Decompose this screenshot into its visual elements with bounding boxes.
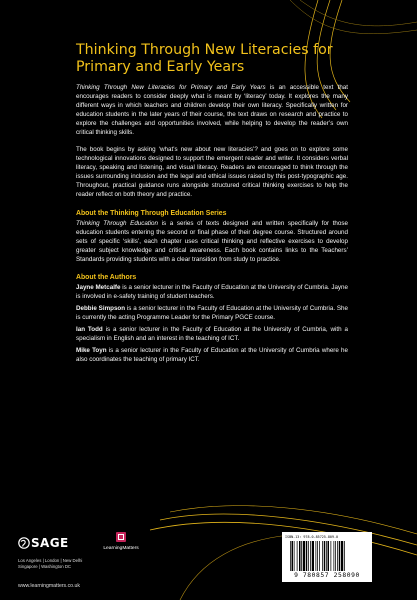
publisher-cities bbox=[18, 558, 108, 569]
barcode-bar bbox=[344, 541, 345, 571]
barcode-bar bbox=[292, 541, 294, 571]
blurb-paragraph-2: The book begins by asking ‘what’s new about new literacies’? and goes on to explore some technological innovations designed to support the emergent reader and writer. It considers verbal literacy, speaking and listening, and visual literacy. Readers are encouraged to think through the issues surrounding inclusion and the legal and ethical issues raised by this post-typographic age. Throughout, practical guidance runs alongside structured critical thinking exercises to help the reader reflect on both theory and practice. bbox=[76, 146, 348, 198]
back-cover-text bbox=[76, 84, 348, 365]
barcode-bar bbox=[322, 541, 323, 571]
isbn-label: ISBN-13: 978-0-85725-809-0 bbox=[285, 535, 339, 539]
author-bio: is a senior lecturer in the Faculty of Education at the University of Cumbria. She is currently the acting Programme Leader for the Primary PGCE course. bbox=[76, 305, 348, 322]
imprint-name: LearningMatters bbox=[103, 546, 139, 551]
learningmatters-logo bbox=[100, 532, 142, 551]
author-name: Mike Toyn bbox=[76, 346, 107, 354]
series-heading: About the Thinking Through Education Series bbox=[76, 209, 227, 217]
sage-swirl-icon bbox=[18, 537, 30, 549]
barcode-bar bbox=[301, 541, 302, 571]
barcode-bar bbox=[337, 541, 338, 571]
barcode-number: 9 780857 258090 bbox=[294, 572, 360, 579]
blurb-paragraph-1 bbox=[76, 84, 348, 137]
barcode-bar bbox=[316, 541, 317, 571]
barcode-bar bbox=[335, 541, 336, 571]
barcode-bar bbox=[328, 541, 330, 571]
learningmatters-mark-icon bbox=[116, 532, 126, 542]
barcode-bar bbox=[341, 541, 343, 571]
barcode-bar bbox=[339, 541, 341, 571]
sage-wordmark: SAGE bbox=[31, 536, 69, 550]
barcode-bar bbox=[324, 541, 326, 571]
barcode-bar bbox=[294, 541, 295, 571]
barcode-bars bbox=[290, 541, 362, 571]
sage-publisher-block bbox=[18, 536, 108, 569]
barcode-bar bbox=[331, 541, 332, 571]
barcode-bar bbox=[290, 541, 291, 571]
isbn-barcode bbox=[282, 532, 372, 582]
author-entry bbox=[76, 305, 348, 323]
authors-heading: About the Authors bbox=[76, 274, 137, 282]
barcode-bar bbox=[312, 541, 314, 571]
author-bio: is a senior lecturer in the Faculty of Education at the University of Cumbria, with a specialism in English and an interest in the teaching of ICT. bbox=[76, 326, 348, 342]
barcode-bar bbox=[326, 541, 327, 571]
cities-line-1: Los Angeles | London | New Delhi bbox=[18, 558, 83, 563]
barcode-bar bbox=[297, 541, 298, 571]
author-bio: is a senior lecturer in the Faculty of Education at the University of Cumbria. Jayne is involved in e-safety training of student teachers. bbox=[76, 284, 348, 301]
barcode-bar bbox=[299, 541, 301, 571]
barcode-bar bbox=[334, 541, 335, 571]
series-paragraph bbox=[76, 220, 348, 265]
author-entry bbox=[76, 326, 348, 344]
barcode-bar bbox=[317, 541, 318, 571]
barcode-bar bbox=[310, 541, 311, 571]
author-name: Jayne Metcalfe bbox=[76, 284, 121, 292]
barcode-bar bbox=[308, 541, 309, 571]
barcode-bar bbox=[306, 541, 308, 571]
blurb-book-title: Thinking Through New Literacies for Primary and Early Years bbox=[76, 84, 266, 91]
sage-logo bbox=[18, 536, 108, 550]
book-title: Thinking Through New Literacies for Primary and Early Years bbox=[76, 42, 333, 75]
author-bio: is a senior lecturer in the Faculty of Education at the University of Cumbria where he also coordinates the teaching of primary ICT. bbox=[76, 346, 348, 363]
publisher-url[interactable]: www.learningmatters.co.uk bbox=[18, 583, 80, 589]
cities-line-2: Singapore | Washington DC bbox=[18, 563, 72, 569]
authors-list bbox=[76, 284, 348, 364]
barcode-bar bbox=[319, 541, 320, 571]
author-entry bbox=[76, 347, 348, 365]
series-text: is a series of texts designed and written specifically for those education students entering the second or final phase of their degree course. Structured around sets of specific ‘skills’, each chapter uses critical thinking and reflective exercises to develop greater subject knowledge and critical awareness. Each book contains links to the Teachers’ Standards providing students with a clear transition from study to practice. bbox=[76, 219, 348, 263]
author-name: Debbie Simpson bbox=[76, 305, 126, 313]
series-title: Thinking Through Education bbox=[76, 219, 158, 227]
author-entry bbox=[76, 284, 348, 302]
author-name: Ian Todd bbox=[76, 326, 103, 334]
blurb-p1-text: is an accessible text that encourages readers to consider deeply what is meant by ‘literacy’ today. It explores the many different ways in which teachers and children develop their own literacy. Specifically written for education students in the later years of their course, the text draws on research and practice to explore the challenges and opportunities involved, while helping to develop the reader’s own critical thinking skills. bbox=[76, 84, 349, 136]
barcode-bar bbox=[303, 541, 305, 571]
